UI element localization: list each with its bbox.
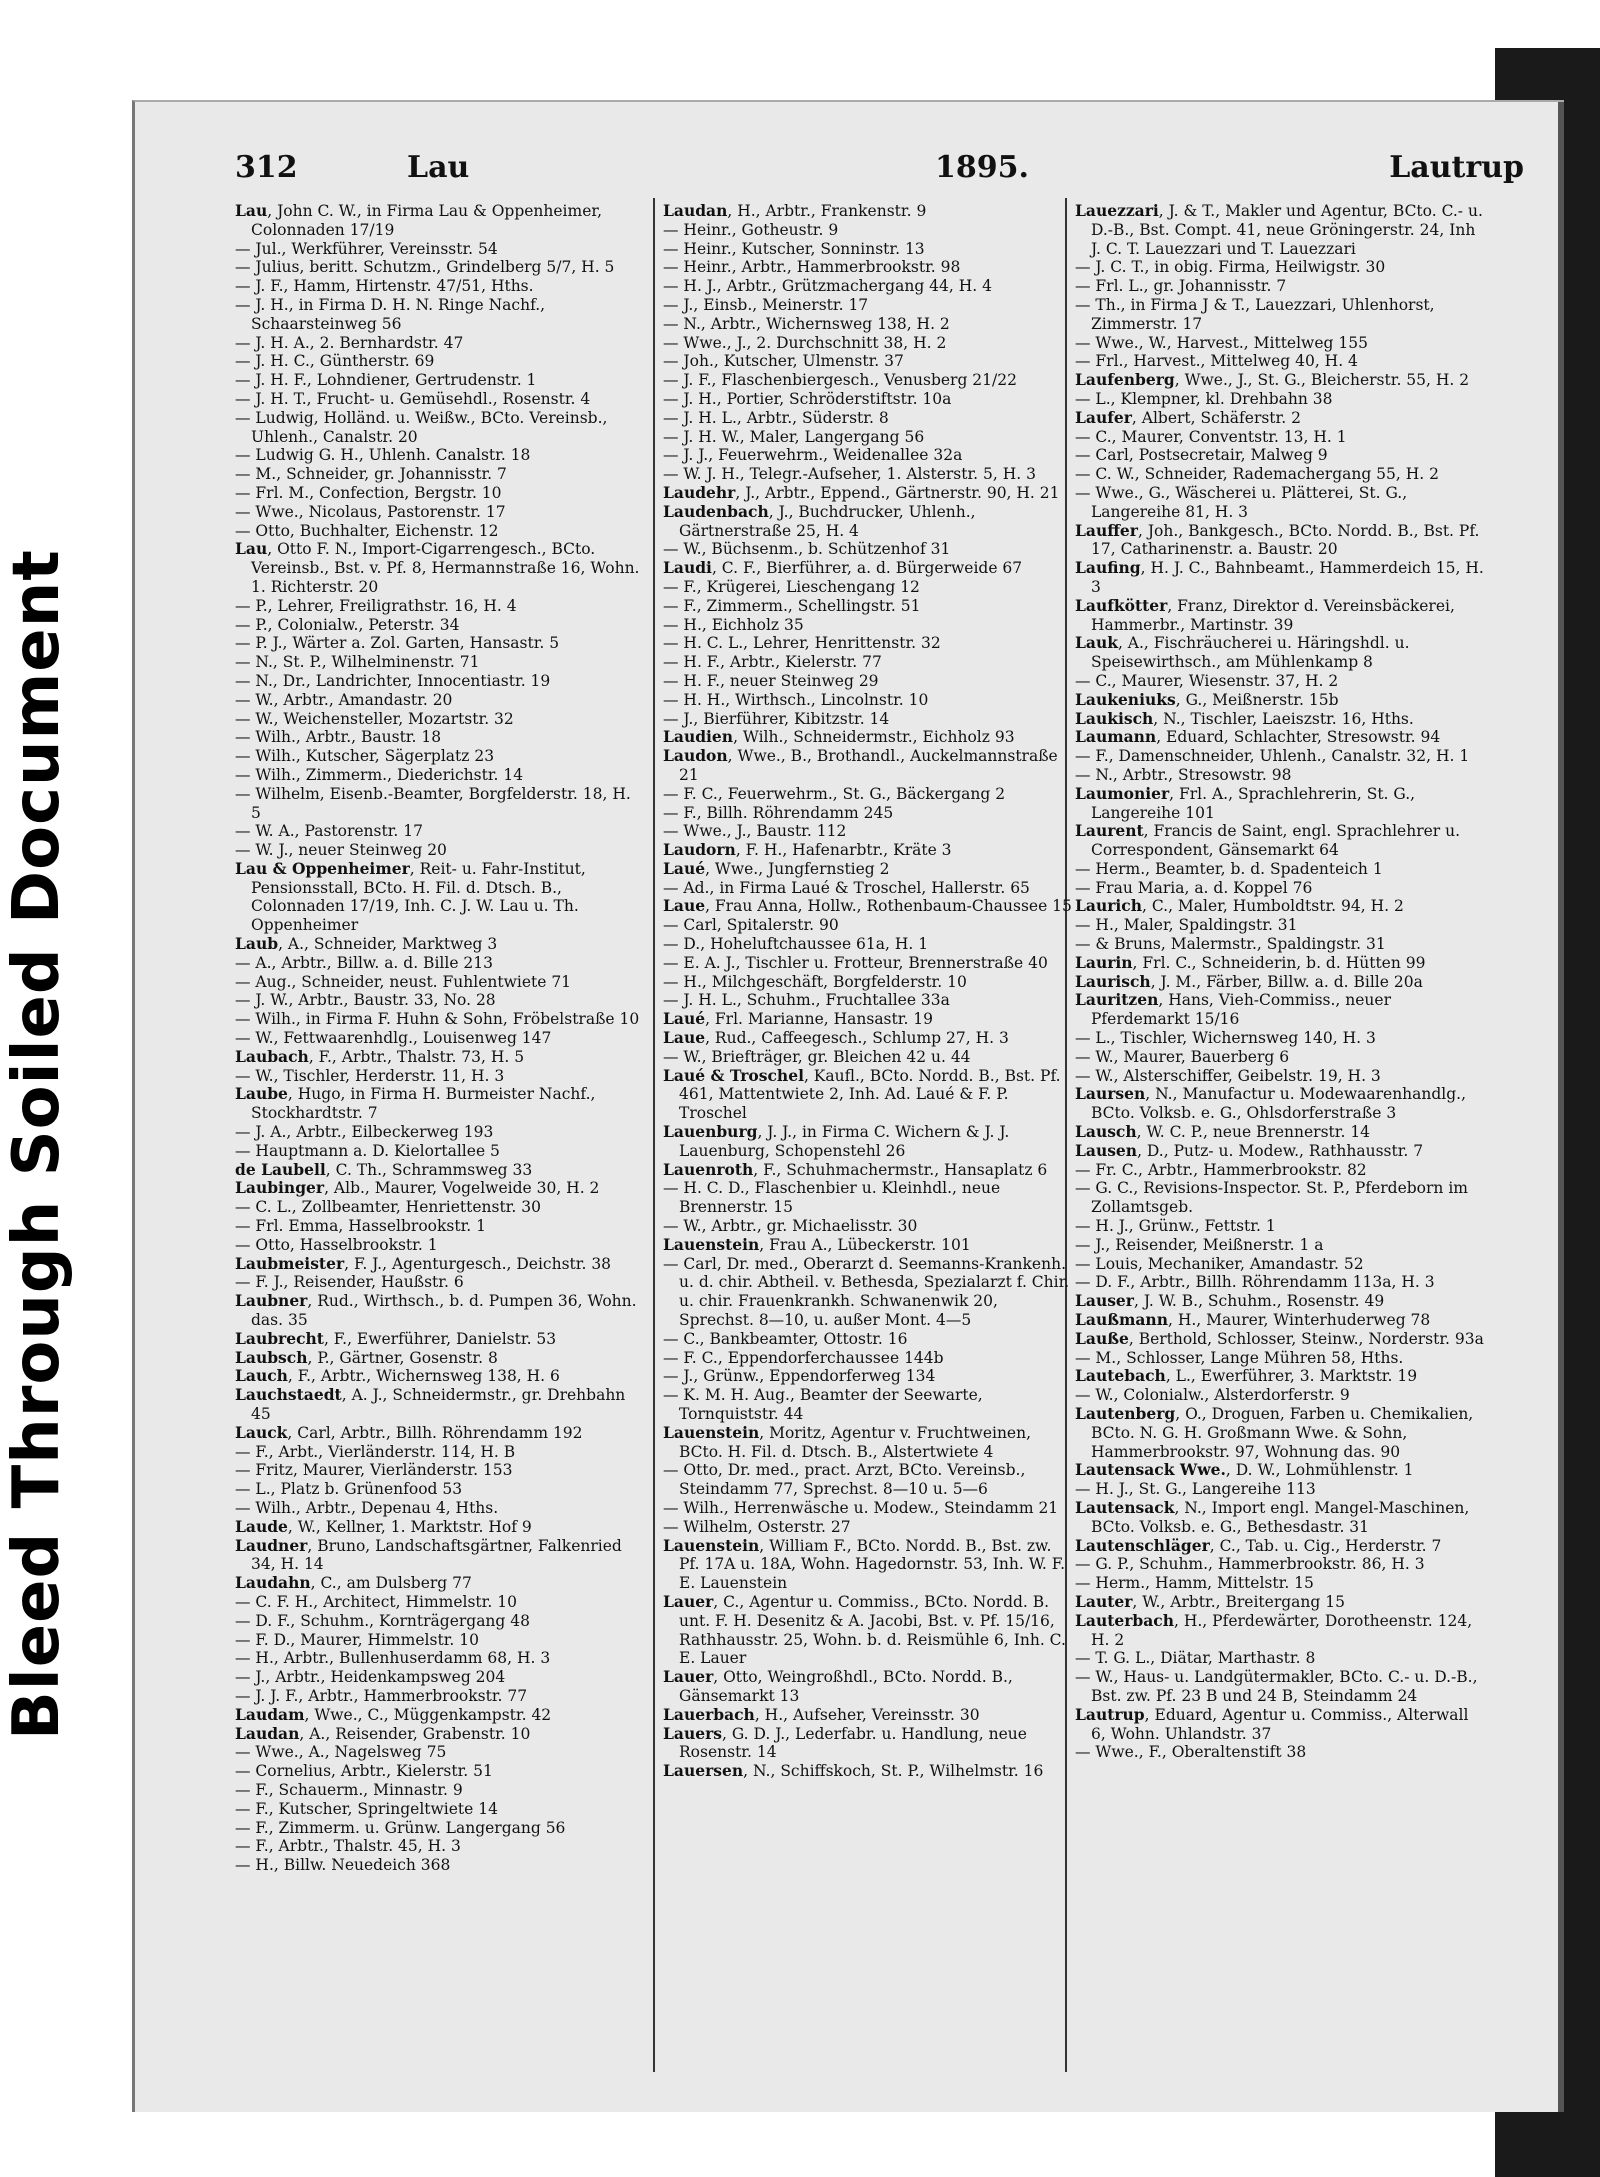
directory-entry: — J., Einsb., Meinerstr. 17 [663, 295, 869, 314]
directory-entry: — N., Dr., Landrichter, Innocentiastr. 19 [235, 671, 551, 690]
directory-entry: — W., Alsterschiffer, Geibelstr. 19, H. 3 [1075, 1066, 1381, 1085]
directory-entry: — Aug., Schneider, neust. Fuhlentwiete 71 [235, 972, 572, 991]
directory-entry: Laursen, N., Manufactur u. Modewaarenhandlg., BCto. Volksb. e. G., Ohlsdorferstraße 3 [1075, 1084, 1467, 1123]
directory-entry: — Louis, Mechaniker, Amandastr. 52 [1075, 1254, 1364, 1273]
directory-entry: — J. J., Feuerwehrm., Weidenallee 32a [663, 446, 963, 465]
directory-entry: — F., Arbt., Vierländerstr. 114, H. B [235, 1442, 516, 1461]
directory-entry: — J. F., Flaschenbiergesch., Venusberg 21/22 [663, 371, 1017, 390]
year-heading: 1895. [935, 150, 1029, 185]
directory-entry: — Wilhelm, Eisenb.-Beamter, Borgfelderstr. 18, H. 5 [235, 784, 631, 822]
directory-entry: Laue, Rud., Caffeegesch., Schlump 27, H. 3 [663, 1028, 1009, 1048]
directory-entry: — F., Arbtr., Thalstr. 45, H. 3 [235, 1837, 461, 1856]
directory-entry: — H., Arbtr., Bullenhuserdamm 68, H. 3 [235, 1649, 551, 1668]
directory-entry: — Frau Maria, a. d. Koppel 76 [1075, 878, 1313, 897]
directory-entry: Laurich, C., Maler, Humboldtstr. 94, H. 2 [1075, 896, 1404, 916]
directory-entry: Laufing, H. J. C., Bahnbeamt., Hammerdeich 15, H. 3 [1075, 558, 1484, 596]
right-catchword: Lautrup [1389, 150, 1524, 185]
directory-entry: — Frl. Emma, Hasselbrookstr. 1 [235, 1217, 486, 1236]
directory-entry: Laufer, Albert, Schäferstr. 2 [1075, 407, 1301, 427]
directory-entry: Lauenburg, J. J., in Firma C. Wichern & J. J. Lauenburg, Schopenstehl 26 [663, 1122, 1010, 1160]
directory-entry: — K. M. H. Aug., Beamter der Seewarte, Tornquiststr. 44 [663, 1386, 983, 1423]
directory-entry: Laubrecht, F., Ewerführer, Danielstr. 53 [235, 1328, 557, 1348]
directory-entry: — T. G. L., Diätar, Marthastr. 8 [1075, 1649, 1316, 1668]
directory-entry: Lauße, Berthold, Schlosser, Steinw., Norderstr. 93a [1075, 1328, 1484, 1348]
directory-entry: Laußmann, H., Maurer, Winterhuderweg 78 [1075, 1310, 1431, 1330]
directory-entry: — F., Schauerm., Minnastr. 9 [235, 1780, 463, 1799]
directory-entry: — W., Haus- u. Landgütermakler, BCto. C.- u. D.-B., Bst. zw. Pf. 23 B und 24 B, Steindamm 24 [1075, 1668, 1478, 1705]
directory-entry: — Carl, Spitalerstr. 90 [663, 916, 839, 935]
directory-entry: Lautensack Wwe., D. W., Lohmühlenstr. 1 [1075, 1460, 1414, 1480]
directory-entry: Lauchstaedt, A. J., Schneidermstr., gr. Drehbahn 45 [235, 1385, 626, 1423]
directory-entry: — L., Klempner, kl. Drehbahn 38 [1075, 389, 1333, 408]
directory-entry: — Herm., Hamm, Mittelstr. 15 [1075, 1574, 1314, 1593]
directory-entry: — W. A., Pastorenstr. 17 [235, 822, 423, 841]
directory-entry: — F., Zimmerm., Schellingstr. 51 [663, 596, 921, 615]
directory-entry: — Wwe., Nicolaus, Pastorenstr. 17 [235, 502, 506, 521]
directory-entry: — Ludwig G. H., Uhlenh. Canalstr. 18 [235, 446, 531, 465]
directory-entry: Laubner, Rud., Wirthsch., b. d. Pumpen 36, Wohn. das. 35 [235, 1291, 637, 1330]
directory-entry: — Fr. C., Arbtr., Hammerbrookstr. 82 [1075, 1160, 1367, 1179]
directory-entry: — W. J. H., Telegr.-Aufseher, 1. Alsterstr. 5, H. 3 [663, 465, 1036, 484]
directory-entry: Lau, Otto F. N., Import-Cigarrengesch., BCto. Vereinsb., Bst. v. Pf. 8, Hermannstraße 16, Wohn. 1. Richterstr. 20 [235, 539, 640, 596]
directory-entry: Laué, Wwe., Jungfernstieg 2 [663, 858, 890, 878]
directory-entry: Lauck, Carl, Arbtr., Billh. Röhrendamm 192 [235, 1422, 583, 1442]
directory-entry: de Laubell, C. Th., Schrammsweg 33 [235, 1159, 533, 1179]
directory-entry: Lauenstein, William F., BCto. Nordd. B., Bst. zw. Pf. 17A u. 18A, Wohn. Hagedornstr. 53, Inh. W. F. E. Lauenstein [663, 1535, 1066, 1593]
directory-entry: Laurisch, J. M., Färber, Billw. a. d. Bille 20a [1075, 971, 1423, 991]
directory-entry: — L., Tischler, Wichernsweg 140, H. 3 [1075, 1029, 1376, 1048]
directory-entry: — H., Milchgeschäft, Borgfelderstr. 10 [663, 972, 967, 991]
directory-entry: — J. F., Hamm, Hirtenstr. 47/51, Hths. [235, 277, 534, 296]
directory-entry: Laue, Frau Anna, Hollw., Rothenbaum-Chaussee 15 [663, 896, 1072, 916]
directory-entry: Laumann, Eduard, Schlachter, Stresowstr. 94 [1075, 727, 1441, 747]
directory-entry: Laumonier, Frl. A., Sprachlehrerin, St. G., Langereihe 101 [1075, 783, 1416, 822]
directory-entry: — W., Maurer, Bauerberg 6 [1075, 1047, 1290, 1066]
directory-entry: — F., Billh. Röhrendamm 245 [663, 803, 894, 822]
directory-entry: — Cornelius, Arbtr., Kielerstr. 51 [235, 1762, 493, 1781]
directory-entry: — E. A. J., Tischler u. Frotteur, Brennerstraße 40 [663, 953, 1048, 972]
directory-entry: Lauterbach, H., Pferdewärter, Dorotheenstr. 124, H. 2 [1075, 1610, 1473, 1649]
directory-entry: — Ludwig, Holländ. u. Weißw., BCto. Vereinsb., Uhlenh., Canalstr. 20 [235, 408, 608, 446]
directory-entry: — Wilh., Zimmerm., Diederichstr. 14 [235, 765, 524, 784]
directory-entry: Lautebach, L., Ewerführer, 3. Marktstr. 19 [1075, 1366, 1418, 1386]
directory-entry: — H., Maler, Spaldingstr. 31 [1075, 916, 1298, 935]
directory-entry: — F. C., Eppendorferchaussee 144b [663, 1348, 944, 1367]
directory-entry: — M., Schneider, gr. Johannisstr. 7 [235, 465, 507, 484]
directory-entry: — F., Damenschneider, Uhlenh., Canalstr. 32, H. 1 [1075, 747, 1470, 766]
directory-entry: — F. D., Maurer, Himmelstr. 10 [235, 1630, 479, 1649]
directory-entry: — Wilh., in Firma F. Huhn & Sohn, Fröbelstraße 10 [235, 1010, 640, 1029]
directory-entry: — J. H. T., Frucht- u. Gemüsehdl., Rosenstr. 4 [235, 389, 591, 408]
directory-entry: — Wwe., F., Oberaltenstift 38 [1075, 1743, 1307, 1762]
directory-entry: Laudorn, F. H., Hafenarbtr., Kräte 3 [663, 840, 952, 860]
left-catchword: Lau [407, 150, 470, 185]
directory-entry: — W., Tischler, Herderstr. 11, H. 3 [235, 1066, 505, 1085]
directory-entry: Lautenberg, O., Droguen, Farben u. Chemikalien, BCto. N. G. H. Großmann Wwe. & Sohn, Hammerbrookstr. 97, Wohnung das. 90 [1075, 1404, 1474, 1461]
directory-entry: Laufenberg, Wwe., J., St. G., Bleicherstr. 55, H. 2 [1075, 370, 1470, 390]
directory-entry: — W., Weichensteller, Mozartstr. 32 [235, 709, 514, 728]
directory-entry: — Ad., in Firma Laué & Troschel, Hallerstr. 65 [663, 878, 1030, 897]
directory-entry: — Julius, beritt. Schutzm., Grindelberg 5/7, H. 5 [235, 258, 615, 277]
directory-entry: — C. L., Zollbeamter, Henriettenstr. 30 [235, 1198, 541, 1217]
directory-entry: — P. J., Wärter a. Zol. Garten, Hansastr. 5 [235, 634, 560, 653]
directory-entry: Laubach, F., Arbtr., Thalstr. 73, H. 5 [235, 1046, 525, 1066]
directory-entry: — H., Eichholz 35 [663, 615, 804, 634]
directory-entry: Lautensack, N., Import engl. Mangel-Maschinen, BCto. Volksb. e. G., Bethesdastr. 31 [1075, 1497, 1470, 1536]
directory-entry: — C., Maurer, Wiesenstr. 37, H. 2 [1075, 671, 1339, 690]
directory-entry: — L., Platz b. Grünenfood 53 [235, 1480, 463, 1499]
directory-entry: — P., Lehrer, Freiligrathstr. 16, H. 4 [235, 596, 517, 615]
directory-entry: — J. A., Arbtr., Eilbeckerweg 193 [235, 1123, 494, 1142]
directory-entry: — Otto, Dr. med., pract. Arzt, BCto. Vereinsb., Steindamm 77, Sprechst. 8—10 u. 5—6 [663, 1461, 1026, 1499]
directory-entry: Laudon, Wwe., B., Brothandl., Auckelmannstraße 21 [663, 746, 1058, 784]
directory-entry: — Heinr., Gotheustr. 9 [663, 220, 839, 239]
directory-entry: — Wwe., J., 2. Durchschnitt 38, H. 2 [663, 333, 947, 352]
directory-entry: — Wilh., Kutscher, Sägerplatz 23 [235, 747, 495, 766]
directory-entry: — P., Colonialw., Peterstr. 34 [235, 615, 460, 634]
directory-entry: — Wwe., A., Nagelsweg 75 [235, 1743, 447, 1762]
directory-entry: — Hauptmann a. D. Kielortallee 5 [235, 1141, 500, 1160]
directory-entry: — J., Bierführer, Kibitzstr. 14 [663, 709, 890, 728]
directory-entry: — H. F., Arbtr., Kielerstr. 77 [663, 653, 882, 672]
directory-entry: Laurin, Frl. C., Schneiderin, b. d. Hütten 99 [1075, 952, 1426, 972]
directory-entry: — J. H. C., Güntherstr. 69 [235, 352, 435, 371]
directory-entry: — W., Fettwaarenhdlg., Louisenweg 147 [235, 1029, 552, 1048]
directory-entry: — W., Büchsenm., b. Schützenhof 31 [663, 540, 951, 559]
directory-entry: — H. C. L., Lehrer, Henrittenstr. 32 [663, 634, 941, 653]
directory-entry: Lauer, Otto, Weingroßhdl., BCto. Nordd. B., Gänsemarkt 13 [663, 1667, 1013, 1705]
directory-entry: — F. J., Reisender, Haußstr. 6 [235, 1273, 464, 1292]
directory-entry: — Frl., Harvest., Mittelweg 40, H. 4 [1075, 352, 1358, 371]
directory-entry: Lausch, W. C. P., neue Brennerstr. 14 [1075, 1122, 1371, 1142]
directory-entry: — J. H. F., Lohndiener, Gertrudenstr. 1 [235, 371, 537, 390]
directory-entry: — Th., in Firma J & T., Lauezzari, Uhlenhorst, Zimmerstr. 17 [1075, 295, 1435, 333]
directory-entry: — J. H., Portier, Schröderstiftstr. 10a [663, 389, 952, 408]
directory-entry: — Wwe., J., Baustr. 112 [663, 822, 847, 841]
directory-entry: — C. W., Schneider, Rademachergang 55, H. 2 [1075, 465, 1439, 484]
directory-entry: — Carl, Postsecretair, Malweg 9 [1075, 446, 1328, 465]
directory-column-3 [1075, 202, 1485, 2092]
directory-entry: — J. H. W., Maler, Langergang 56 [663, 427, 925, 446]
directory-entry: — Wwe., W., Harvest., Mittelweg 155 [1075, 333, 1368, 352]
directory-entry: Laube, Hugo, in Firma H. Burmeister Nachf., Stockhardtstr. 7 [235, 1084, 596, 1123]
directory-entry: — G. P., Schuhm., Hammerbrookstr. 86, H. 3 [1075, 1555, 1425, 1574]
directory-entry: — Frl. M., Confection, Bergstr. 10 [235, 483, 502, 502]
directory-entry: Lauter, W., Arbtr., Breitergang 15 [1075, 1591, 1345, 1611]
directory-entry: — J. W., Arbtr., Baustr. 33, No. 28 [235, 991, 496, 1010]
directory-entry: Lau & Oppenheimer, Reit- u. Fahr-Institut, Pensionsstall, BCto. H. Fil. d. Dtsch. B., Colonnaden 17/19, Inh. C. J. W. Lau u. Th. Oppenheimer [235, 858, 586, 935]
directory-entry: Laudi, C. F., Bierführer, a. d. Bürgerweide 67 [663, 558, 1023, 578]
directory-entry: Lautrup, Eduard, Agentur u. Commiss., Alterwall 6, Wohn. Uhlandstr. 37 [1075, 1704, 1469, 1743]
directory-entry: — G. C., Revisions-Inspector. St. P., Pferdeborn im Zollamtsgeb. [1075, 1179, 1468, 1217]
directory-entry: Lausen, D., Putz- u. Modew., Rathhausstr. 7 [1075, 1140, 1424, 1160]
directory-entry: Lauch, F., Arbtr., Wichernsweg 138, H. 6 [235, 1366, 560, 1386]
directory-entry: Laub, A., Schneider, Marktweg 3 [235, 934, 498, 954]
directory-entry: — W. J., neuer Steinweg 20 [235, 841, 447, 860]
directory-entry: — Otto, Hasselbrookstr. 1 [235, 1235, 438, 1254]
directory-entry: Laufkötter, Franz, Direktor d. Vereinsbäckerei, Hammerbr., Martinstr. 39 [1075, 595, 1455, 634]
directory-column-1 [235, 202, 645, 2092]
directory-entry: Laudehr, J., Arbtr., Eppend., Gärtnerstr. 90, H. 21 [663, 482, 1060, 502]
directory-entry: — Wwe., G., Wäscherei u. Plätterei, St. G., Langereihe 81, H. 3 [1075, 483, 1408, 521]
column-rule [653, 198, 655, 2072]
directory-entry: — N., St. P., Wilhelminenstr. 71 [235, 653, 480, 672]
directory-entry: — H., Billw. Neuedeich 368 [235, 1856, 451, 1875]
directory-entry: — Otto, Buchhalter, Eichenstr. 12 [235, 521, 499, 540]
directory-entry: — W., Briefträger, gr. Bleichen 42 u. 44 [663, 1047, 971, 1066]
directory-entry: — F., Kutscher, Springeltwiete 14 [235, 1799, 498, 1818]
directory-entry: Laubmeister, F. J., Agenturgesch., Deichstr. 38 [235, 1253, 612, 1273]
directory-entry: — H. H., Wirthsch., Lincolnstr. 10 [663, 690, 929, 709]
directory-page [132, 100, 1564, 2112]
directory-entry: — J. J. F., Arbtr., Hammerbrookstr. 77 [235, 1686, 528, 1705]
directory-entry: — H. F., neuer Steinweg 29 [663, 671, 879, 690]
directory-entry: Lauritzen, Hans, Vieh-Commiss., neuer Pferdemarkt 15/16 [1075, 990, 1391, 1029]
directory-entry: — Joh., Kutscher, Ulmenstr. 37 [663, 352, 904, 371]
directory-column-2 [663, 202, 1073, 2092]
directory-entry: — W., Colonialw., Alsterdorferstr. 9 [1075, 1386, 1350, 1405]
directory-entry: — H. J., St. G., Langereihe 113 [1075, 1480, 1316, 1499]
directory-entry: Lauersen, N., Schiffskoch, St. P., Wilhelmstr. 16 [663, 1761, 1044, 1781]
directory-entry: — Wilh., Arbtr., Baustr. 18 [235, 728, 442, 747]
directory-entry: — Wilh., Herrenwäsche u. Modew., Steindamm 21 [663, 1498, 1059, 1517]
directory-entry: — D. F., Schuhm., Kornträgergang 48 [235, 1611, 530, 1630]
directory-entry: — Wilh., Arbtr., Depenau 4, Hths. [235, 1498, 499, 1517]
directory-entry: — Herm., Beamter, b. d. Spadenteich 1 [1075, 859, 1383, 878]
directory-entry: — H. C. D., Flaschenbier u. Kleinhdl., neue Brennerstr. 15 [663, 1179, 1001, 1217]
directory-entry: Laudenbach, J., Buchdrucker, Uhlenh., Gärtnerstraße 25, H. 4 [663, 501, 976, 540]
directory-entry: Laude, W., Kellner, 1. Marktstr. Hof 9 [235, 1516, 532, 1536]
directory-entry: Laudan, A., Reisender, Grabenstr. 10 [235, 1723, 531, 1743]
directory-entry: Lauser, J. W. B., Schuhm., Rosenstr. 49 [1075, 1291, 1385, 1311]
directory-entry: Laubinger, Alb., Maurer, Vogelweide 30, H. 2 [235, 1178, 600, 1198]
directory-entry: Lauffer, Joh., Bankgesch., BCto. Nordd. B., Bst. Pf. 17, Catharinenstr. a. Baustr. 20 [1075, 520, 1480, 559]
directory-entry: — M., Schlosser, Lange Mühren 58, Hths. [1075, 1348, 1404, 1367]
directory-entry: — H. J., Arbtr., Grützmachergang 44, H. 4 [663, 277, 992, 296]
directory-entry: Lauezzari, J. & T., Makler und Agentur, BCto. C.- u. D.-B., Bst. Compt. 41, neue Gröningerstr. 24, Inh J. C. T. Lauezzari und T. Lauezzari [1075, 202, 1483, 258]
directory-entry: — J., Reisender, Meißnerstr. 1 a [1075, 1235, 1324, 1254]
directory-entry: — C. F. H., Architect, Himmelstr. 10 [235, 1592, 517, 1611]
page-header [235, 150, 1524, 190]
directory-entry: — Carl, Dr. med., Oberarzt d. Seemanns-Krankenh. u. d. chir. Abtheil. v. Bethesda, Spezialarzt f. Chir. u. chir. Frauenkrankh. Schwanenwik 20, Sprechst. 8—10, u. außer Mont. 4—5 [663, 1254, 1070, 1330]
directory-entry: — Fritz, Maurer, Vierländerstr. 153 [235, 1461, 513, 1480]
directory-entry: — J. H. L., Schuhm., Fruchtallee 33a [663, 991, 950, 1010]
directory-entry: Laudam, Wwe., C., Müggenkampstr. 42 [235, 1704, 552, 1724]
directory-entry: — J. H., in Firma D. H. N. Ringe Nachf., Schaarsteinweg 56 [235, 295, 546, 333]
directory-entry: — Wilhelm, Osterstr. 27 [663, 1517, 851, 1536]
directory-entry: — J., Arbtr., Heidenkampsweg 204 [235, 1668, 506, 1687]
directory-entry: Lauenstein, Moritz, Agentur v. Fruchtweinen, BCto. H. Fil. d. Dtsch. B., Alstertwiete 4 [663, 1422, 1032, 1461]
directory-entry: — H. J., Grünw., Fettstr. 1 [1075, 1217, 1276, 1236]
directory-entry: — A., Arbtr., Billw. a. d. Bille 213 [235, 953, 494, 972]
directory-entry: Lauerbach, H., Aufseher, Vereinsstr. 30 [663, 1704, 980, 1724]
document-status-label: Bleed Through Soiled Document [0, 549, 74, 1740]
directory-entry: Lauers, G. D. J., Lederfabr. u. Handlung, neue Rosenstr. 14 [663, 1723, 1027, 1762]
directory-entry: — F., Krügerei, Lieschengang 12 [663, 577, 920, 596]
directory-entry: Laué & Troschel, Kaufl., BCto. Nordd. B., Bst. Pf. 461, Mattentwiete 2, Inh. Ad. Laué & F. P. Troschel [663, 1065, 1061, 1123]
directory-entry: — Jul., Werkführer, Vereinsstr. 54 [235, 239, 498, 258]
directory-entry: Lau, John C. W., in Firma Lau & Oppenheimer, Colonnaden 17/19 [235, 202, 603, 239]
directory-entry: — D. F., Arbtr., Billh. Röhrendamm 113a, H. 3 [1075, 1273, 1435, 1292]
directory-entry: Laudner, Bruno, Landschaftsgärtner, Falkenried 34, H. 14 [235, 1535, 622, 1574]
directory-entry: — F. C., Feuerwehrm., St. G., Bäckergang 2 [663, 784, 1006, 803]
page-number: 312 [235, 150, 298, 185]
directory-entry: Laudien, Wilh., Schneidermstr., Eichholz 93 [663, 727, 1015, 747]
directory-entry: — J., Grünw., Eppendorferweg 134 [663, 1367, 936, 1386]
directory-entry: Laudahn, C., am Dulsberg 77 [235, 1573, 472, 1593]
directory-entry: Laukisch, N., Tischler, Laeiszstr. 16, Hths. [1075, 708, 1414, 728]
directory-entry: Lauer, C., Agentur u. Commiss., BCto. Nordd. B. unt. F. H. Desenitz & A. Jacobi, Bst. v. Pf. 15/16, Rathhausstr. 25, Wohn. b. d. Reismühle 6, Inh. C. E. Lauer [663, 1591, 1066, 1668]
directory-entry: — D., Hoheluftchaussee 61a, H. 1 [663, 935, 929, 954]
directory-entry: — J. H. A., 2. Bernhardstr. 47 [235, 333, 464, 352]
directory-entry: — & Bruns, Malermstr., Spaldingstr. 31 [1075, 935, 1386, 954]
directory-entry: Laukeniuks, G., Meißnerstr. 15b [1075, 689, 1339, 709]
directory-entry: — Heinr., Arbtr., Hammerbrookstr. 98 [663, 258, 961, 277]
directory-entry: Laubsch, P., Gärtner, Gosenstr. 8 [235, 1347, 498, 1367]
directory-entry: Lautenschläger, C., Tab. u. Cig., Herderstr. 7 [1075, 1535, 1442, 1555]
directory-entry: — F., Zimmerm. u. Grünw. Langergang 56 [235, 1818, 566, 1837]
directory-entry: Lauenstein, Frau A., Lübeckerstr. 101 [663, 1234, 971, 1254]
directory-entry: — W., Arbtr., Amandastr. 20 [235, 690, 453, 709]
directory-entry: — Frl. L., gr. Johannisstr. 7 [1075, 277, 1287, 296]
directory-entry: Laué, Frl. Marianne, Hansastr. 19 [663, 1009, 934, 1029]
directory-entry: — C., Maurer, Conventstr. 13, H. 1 [1075, 427, 1347, 446]
directory-entry: — J. C. T., in obig. Firma, Heilwigstr. 30 [1075, 258, 1386, 277]
directory-entry: — W., Arbtr., gr. Michaelisstr. 30 [663, 1217, 918, 1236]
directory-entry: Lauk, A., Fischräucherei u. Häringshdl. u. Speisewirthsch., am Mühlenkamp 8 [1075, 633, 1410, 672]
directory-entry: — N., Arbtr., Stresowstr. 98 [1075, 765, 1292, 784]
directory-entry: Laurent, Francis de Saint, engl. Sprachlehrer u. Correspondent, Gänsemarkt 64 [1075, 821, 1461, 860]
directory-entry: — Heinr., Kutscher, Sonninstr. 13 [663, 239, 925, 258]
directory-entry: Laudan, H., Arbtr., Frankenstr. 9 [663, 202, 927, 220]
directory-entry: — J. H. L., Arbtr., Süderstr. 8 [663, 408, 889, 427]
directory-entry: — N., Arbtr., Wichernsweg 138, H. 2 [663, 314, 950, 333]
directory-entry: Lauenroth, F., Schuhmachermstr., Hansaplatz 6 [663, 1159, 1048, 1179]
directory-entry: — C., Bankbeamter, Ottostr. 16 [663, 1329, 908, 1348]
